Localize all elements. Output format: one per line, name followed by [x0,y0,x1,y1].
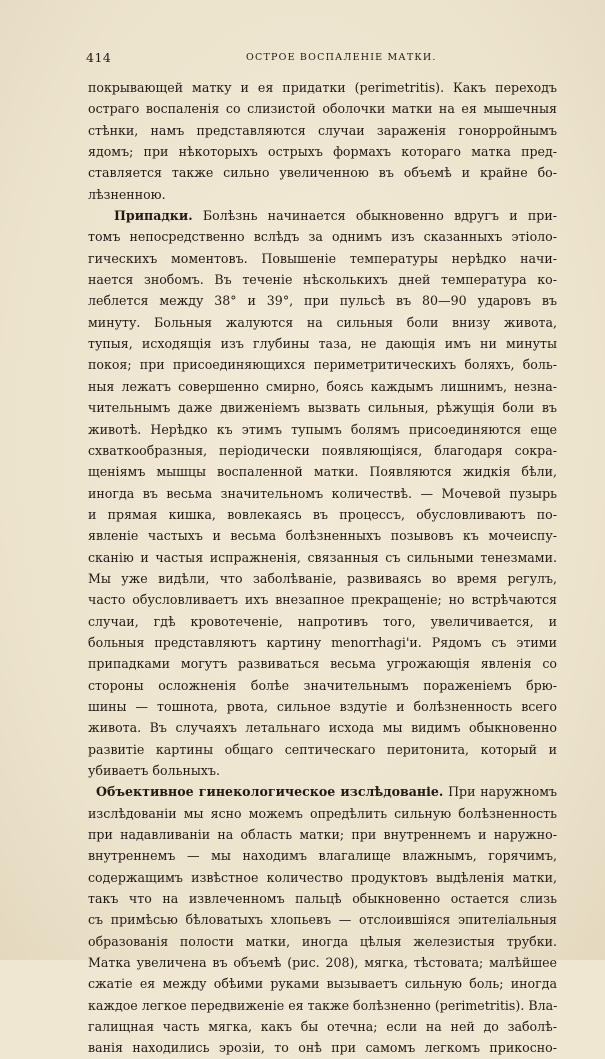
text-line: остраго воспаленія со слизистой оболочки матки на ея мышечныя [88,101,557,117]
text-line: схваткообразныя, періодически появляющіяся, благодаря сокра- [88,442,557,458]
text-line: изслѣдованіи мы ясно можемъ опредѣлить сильную болѣзненность [88,805,557,821]
text-line: лѣзненною. [88,186,166,202]
text-line: убиваетъ больныхъ. [88,763,220,778]
text-run: Болѣзнь начинается обыкновенно вдругъ и при- [202,208,557,224]
text-line: и прямая кишка, вовлекаясь въ процессъ, обусловливаютъ по- [88,506,557,522]
text-line: случаи, гдѣ кровотеченіе, напротивъ того, увеличивается, и [88,613,557,629]
text-line: покоя; при присоединяющихся периметритическихъ боляхъ, боль- [88,357,557,373]
text-line: живота. Въ случаяхъ летальнаго исхода мы видимъ обыкновенно [88,720,557,736]
text-line: сканію и частыя испражненія, связанныя съ сильными тенезмами. [88,549,557,565]
text-line: леблется между 38° и 39°, при пульсѣ въ 80—90 ударовъ въ [88,293,557,309]
text-line: при надавливаніи на область матки; при внутреннемъ и наружно- [88,827,557,843]
text-line: стороны осложненія болѣе значительнымъ пораженіемъ брю- [88,677,557,693]
text-line: внутреннемъ — мы находимъ влагалище влажнымъ, горячимъ, [88,848,557,864]
text-line: стѣнки, намъ представляются случаи зараженія гонорройнымъ [88,122,557,138]
text-line: образованія полости матки, иногда цѣлыя железистыя трубки. [88,933,557,949]
text-line: тупыя, исходящія изъ глубины таза, не дающія имъ ни минуты [88,336,557,352]
text-line: больныя представляютъ картину menorrhagi'и. Рядомъ съ этими [88,634,557,650]
text-line: гическихъ моментовъ. Повышеніе температуры нерѣдко начи- [88,250,557,266]
text-line: припадками могутъ развиваться весьма угрожающія явленія со [88,656,557,672]
section-lead-exam: Объективное гинекологическое изслѣдованіе. [96,784,444,800]
text-line: ванія находились эрозіи, то онѣ при самомъ легкомъ прикосно- [88,1040,557,1056]
text-run: При наружномъ [448,784,558,800]
text-line: часто обусловливаетъ ихъ внезапное прекращеніе; но встрѣчаются [88,592,557,608]
text-line: галищная часть мягка, какъ бы отечна; если на ней до заболѣ- [88,1019,557,1035]
text-line: нается знобомъ. Въ теченіе нѣсколькихъ дней температура ко- [88,272,557,288]
text-line: покрывающей матку и ея придатки (perimetritis). Какъ переходъ [88,80,557,95]
text-line: развитіе картины общаго септическаго перитонита, который и [88,741,557,757]
text-line: чительнымъ даже движеніемъ вызвать сильныя, рѣжущія боли въ [88,400,557,416]
text-line: съ примѣсью бѣловатыхъ хлопьевъ — отслоившіяся эпителіальныя [88,912,557,928]
text-line: щеніямъ мышцы воспаленной матки. Появляются жидкія бѣли, [88,464,557,480]
text-line: ставляется также сильно увеличенною въ объемѣ и крайне бо- [88,165,557,181]
text-line: такъ что на извлеченномъ пальцѣ обыкновенно остается слизь [88,891,557,907]
paragraph-first-line [88,205,557,226]
text-line: томъ непосредственно вслѣдъ за однимъ изъ сказанныхъ этіоло- [88,229,557,245]
text-line: ныя лежатъ совершенно смирно, боясь каждымъ лишнимъ, незна- [88,378,557,394]
text-line: Мы уже видѣли, что заболѣваніе, развиваясь во время регулъ, [88,570,557,586]
text-line: минуту. Больныя жалуются на сильныя боли внизу живота, [88,314,557,330]
running-title: ОСТРОЕ ВОСПАЛЕНІЕ МАТКИ. [246,52,437,63]
text-line: сжатіе ея между обѣими руками вызываетъ сильную боль; иногда [88,976,557,992]
paragraph-first-line [88,781,557,802]
page-number: 414 [86,50,112,65]
text-line: иногда въ весьма значительномъ количествѣ. — Мочевой пузырь [88,485,557,501]
text-line: шины — тошнота, рвота, сильное вздутіе и болѣзненность всего [88,698,557,714]
text-line: животѣ. Нерѣдко къ этимъ тупымъ болямъ присоединяются еще [88,421,557,437]
text-line: Матка увеличена въ объемѣ (рис. 208), мягка, тѣстовата; малѣйшее [88,955,557,971]
text-line: содержащимъ извѣстное количество продуктовъ выдѣленія матки, [88,869,557,885]
text-line: ядомъ; при нѣкоторыхъ острыхъ формахъ котораго матка пред- [88,144,557,160]
text-line: явленіе частыхъ и весьма болѣзненныхъ позывовъ къ мочеиспу- [88,528,557,544]
page-header [86,50,556,68]
text-line: каждое легкое передвиженіе ея также болѣзненно (perimetritis). Вла- [88,997,558,1013]
page-body [88,77,557,1059]
section-lead-symptoms: Припадки. [114,208,193,224]
